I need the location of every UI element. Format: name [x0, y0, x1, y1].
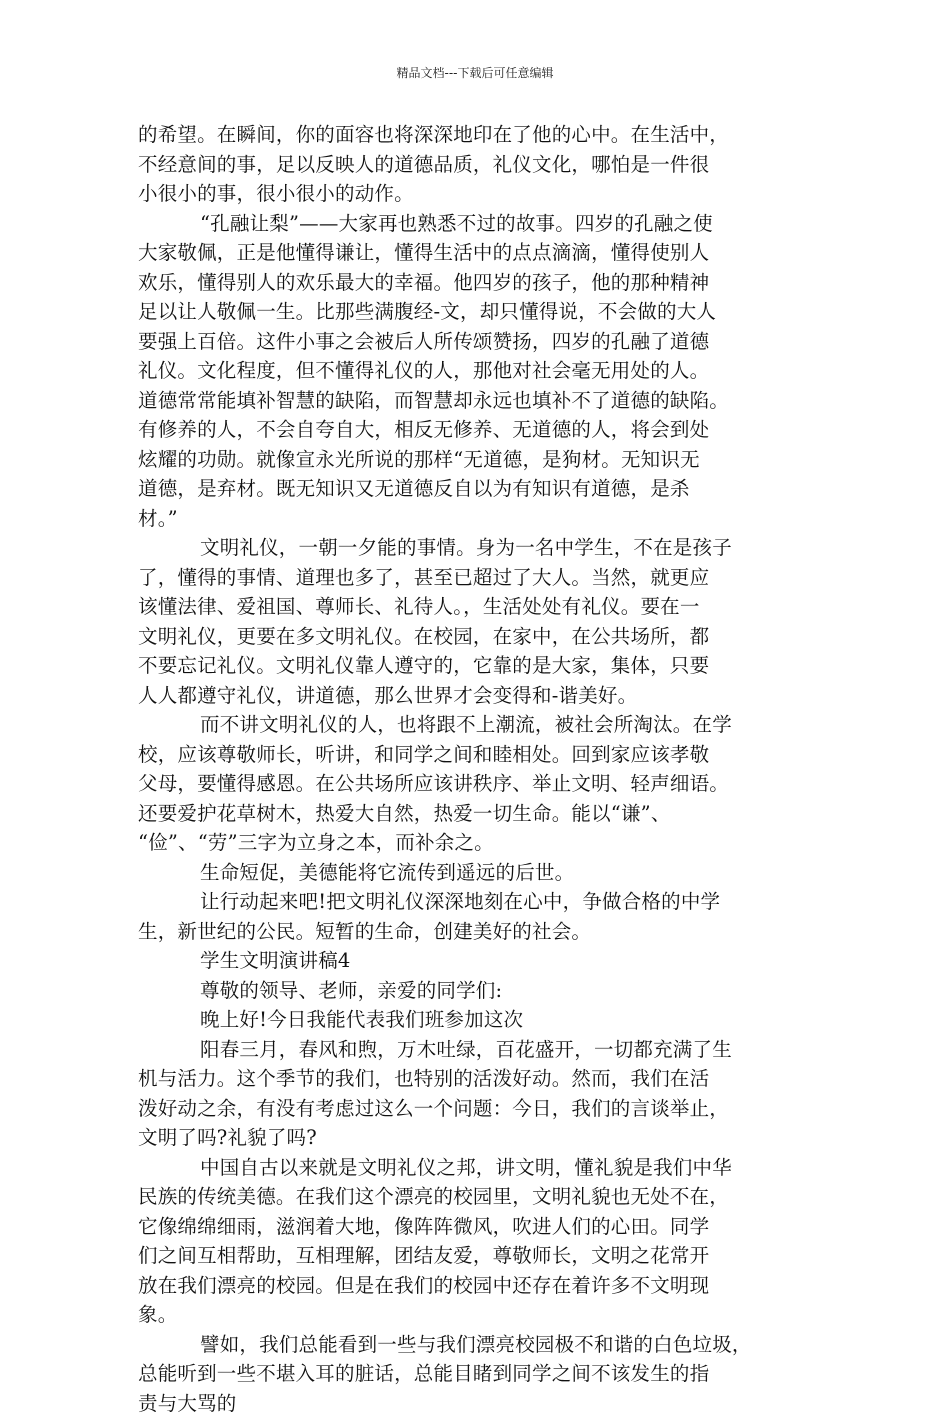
text-line: 道德常常能填补智慧的缺陷，而智慧却永远也填补不了道德的缺陷。	[138, 386, 828, 416]
text-line: 还要爱护花草树木，热爱大自然，热爱一切生命。能以“谦”、	[138, 799, 828, 829]
text-line: 该懂法律、爱祖国、尊师长、礼待人。，生活处处有礼仪。要在一	[138, 592, 828, 622]
text-line: 生命短促，美德能将它流传到遥远的后世。	[138, 858, 828, 888]
text-line: 责与大骂的	[138, 1389, 828, 1418]
text-line: 材。”	[138, 504, 828, 534]
text-line: 让行动起来吧!把文明礼仪深深地刻在心中，争做合格的中学	[138, 887, 828, 917]
text-line: 中国自古以来就是文明礼仪之邦，讲文明，懂礼貌是我们中华	[138, 1153, 828, 1183]
text-line: 文明礼仪，更要在多文明礼仪。在校园，在家中，在公共场所，都	[138, 622, 828, 652]
text-line: 不要忘记礼仪。文明礼仪靠人遵守的，它靠的是大家，集体，只要	[138, 651, 828, 681]
text-line: 们之间互相帮助，互相理解，团结友爱，尊敬师长，文明之花常开	[138, 1241, 828, 1271]
text-line: 礼仪。文化程度，但不懂得礼仪的人，那他对社会毫无用处的人。	[138, 356, 828, 386]
text-line: 不经意间的事，足以反映人的道德品质，礼仪文化，哪怕是一件很	[138, 150, 828, 180]
text-line: 机与活力。这个季节的我们，也特别的活泼好动。然而，我们在活	[138, 1064, 828, 1094]
text-line: 校，应该尊敬师长，听讲，和同学之间和睦相处。回到家应该孝敬	[138, 740, 828, 770]
text-line: 学生文明演讲稿4	[138, 946, 828, 976]
text-line: 有修养的人，不会自夸自大，相反无修养、无道德的人，将会到处	[138, 415, 828, 445]
text-line: 譬如，我们总能看到一些与我们漂亮校园极不和谐的白色垃圾，	[138, 1330, 828, 1360]
text-line: 要强上百倍。这件小事之会被后人所传颂赞扬，四岁的孔融了道德	[138, 327, 828, 357]
text-line: 而不讲文明礼仪的人，也将跟不上潮流，被社会所淘汰。在学	[138, 710, 828, 740]
text-line: 足以让人敬佩一生。比那些满腹经-文，却只懂得说，不会做的大人	[138, 297, 828, 327]
text-line: 象。	[138, 1300, 828, 1330]
text-line: 人人都遵守礼仪，讲道德，那么世界才会变得和-谐美好。	[138, 681, 828, 711]
text-line: 放在我们漂亮的校园。但是在我们的校园中还存在着许多不文明现	[138, 1271, 828, 1301]
text-line: 晚上好!今日我能代表我们班参加这次	[138, 1005, 828, 1035]
text-line: 小很小的事，很小很小的动作。	[138, 179, 828, 209]
text-line: 生，新世纪的公民。短暂的生命，创建美好的社会。	[138, 917, 828, 947]
text-line: 文明礼仪，一朝一夕能的事情。身为一名中学生，不在是孩子	[138, 533, 828, 563]
text-line: 父母，要懂得感恩。在公共场所应该讲秩序、举止文明、轻声细语。	[138, 769, 828, 799]
text-line: 的希望。在瞬间，你的面容也将深深地印在了他的心中。在生活中，	[138, 120, 828, 150]
text-line: 炫耀的功勋。就像宣永光所说的那样“无道德，是狗材。无知识无	[138, 445, 828, 475]
document-body	[138, 120, 828, 1418]
text-line: 文明了吗?礼貌了吗?	[138, 1123, 828, 1153]
text-line: 它像绵绵细雨，滋润着大地，像阵阵微风，吹进人们的心田。同学	[138, 1212, 828, 1242]
text-line: 总能听到一些不堪入耳的脏话，总能目睹到同学之间不该发生的指	[138, 1359, 828, 1389]
text-line: 尊敬的领导、老师，亲爱的同学们:	[138, 976, 828, 1006]
text-line: 了，懂得的事情、道理也多了，甚至已超过了大人。当然，就更应	[138, 563, 828, 593]
text-line: “孔融让梨”——大家再也熟悉不过的故事。四岁的孔融之使	[138, 209, 828, 239]
page-header: 精品文档---下载后可任意编辑	[0, 66, 950, 80]
text-line: 欢乐，懂得别人的欢乐最大的幸福。他四岁的孩子，他的那种精神	[138, 268, 828, 298]
text-line: 道德，是弃材。既无知识又无道德反自以为有知识有道德，是杀	[138, 474, 828, 504]
text-line: “俭”、“劳”三字为立身之本，而补余之。	[138, 828, 828, 858]
text-line: 大家敬佩，正是他懂得谦让，懂得生活中的点点滴滴，懂得使别人	[138, 238, 828, 268]
text-line: 泼好动之余，有没有考虑过这么一个问题：今日，我们的言谈举止，	[138, 1094, 828, 1124]
text-line: 民族的传统美德。在我们这个漂亮的校园里，文明礼貌也无处不在，	[138, 1182, 828, 1212]
text-line: 阳春三月，春风和煦，万木吐绿，百花盛开，一切都充满了生	[138, 1035, 828, 1065]
